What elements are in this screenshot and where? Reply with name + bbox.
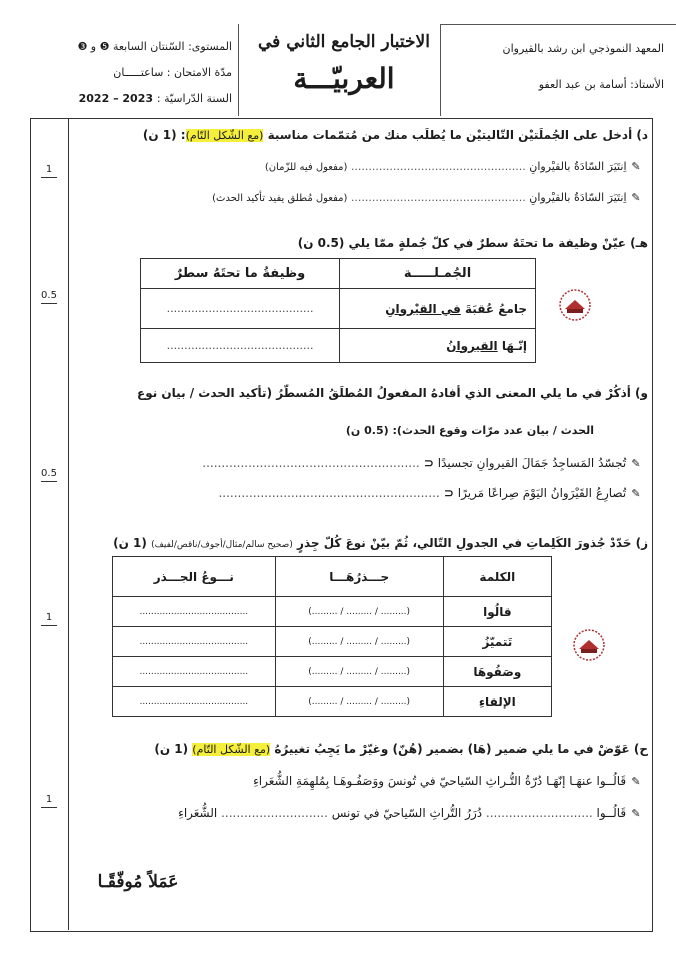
root-answer[interactable]: (......... / ......... / .........) <box>275 657 443 687</box>
level-label: المستوى: السّنتان السابعة <box>112 40 232 53</box>
table-row: إنّـهَا القيروانُ <box>340 329 536 363</box>
question-w-line-2: ✎ تُصارِعُ القَيْرَوانُ اليَوْمَ صِراعًا مَريرًا ⊂ .......................................................... <box>218 486 641 500</box>
year-label: السنة الدّراسيّة : <box>156 92 232 105</box>
exam-header <box>0 0 676 118</box>
table-row: جامعُ عُقبَةَ في القيْروانِ <box>340 289 536 329</box>
table-row-word: وصَفُوهَا <box>443 657 551 687</box>
question-w-title-2: الحدث / بيان عدد مرّات وقوع الحدث): (0.5 ن) <box>345 424 594 437</box>
question-w-title: و) أذكُرْ في ما يلي المعنى الذي أفادهُ المفعولُ المُطلَقُ المُسطّرُ (تأكيد الحدث / بيان نوع <box>137 386 648 400</box>
score-w: 0.5 <box>30 468 68 484</box>
pencil-icon: ✎ <box>631 191 641 204</box>
type-answer[interactable]: ...................................... <box>113 597 276 627</box>
question-d-line-1: ✎ اِنتَيَرَ السّادَةُ بالقيْروانِ .................................................. (مفعول فيه للزّمان) <box>264 160 641 173</box>
teacher-name: الأستاذ: أسامة بن عبد العفو <box>538 78 664 91</box>
question-z-title: ز) حَدّدْ جُذورَ الكَلِماتِ في الجدولِ التّالي، ثُمّ بيّنْ نوعَ كُلّ جِذرٍ (صحيح سالم/مثال/أجوف/ناقص/لفيف) (1 ن) <box>113 536 648 550</box>
col-root-type: نـــوعُ الجـــذر <box>113 557 276 597</box>
table-row-word: تَتميّزُ <box>443 627 551 657</box>
pencil-icon: ✎ <box>631 775 641 788</box>
school-logo-icon <box>572 628 606 662</box>
answer-cell[interactable]: .......................................... <box>141 289 340 329</box>
question-h2-line-2: ✎ قَالُــوا ............................ دُرَرُ التُّراثِ السّياحيّ في تونس ............................ الشُّعَراءِ <box>178 806 641 820</box>
question-d-points: : (1 ن) <box>142 128 186 142</box>
question-d-note: (مع الشّكل التّام) <box>185 129 264 142</box>
exam-duration: مدّة الامتحان : ساعتـــــان <box>113 66 232 79</box>
type-answer[interactable]: ...................................... <box>113 627 276 657</box>
pencil-icon: ✎ <box>631 457 641 470</box>
pencil-icon: ✎ <box>631 807 641 820</box>
score-z: 1 <box>30 612 68 628</box>
school-logo-icon <box>558 288 592 322</box>
question-h2-note: (مع الشّكل التّام) <box>192 743 271 756</box>
col-word: الكلمة <box>443 557 551 597</box>
table-row-word: قالُوا <box>443 597 551 627</box>
root-answer[interactable]: (......... / ......... / .........) <box>275 627 443 657</box>
year-value: 2023 – 2022 <box>78 92 154 105</box>
closing-wish: عَمَلاً مُوفّقًـا <box>97 872 179 892</box>
roots-table <box>112 556 552 717</box>
col-sentence: الجُمـلـــــة <box>340 259 536 289</box>
pencil-icon: ✎ <box>631 487 641 500</box>
question-d-line-2: ✎ اِنتَيَرَ السّادَةُ بالقيْروانِ .................................................. (مفعول مُطلق يفيد تأكيد الحدث) <box>212 191 641 204</box>
school-name: المعهد النموذجي ابن رشد بالقيروان <box>502 42 664 55</box>
level-numbers: ❺ و ❸ <box>77 40 110 53</box>
pencil-icon: ✎ <box>631 160 641 173</box>
question-h2-title: ح) عَوّضْ في ما يلي ضمير (هَا) بضمير (هُنّ) وغيّرْ ما يَجِبُ تغييرُهُ (مع الشّكل التّام) (1 ن) <box>154 742 648 756</box>
table-row-word: الإلقاءِ <box>443 687 551 717</box>
exam-title: الاختبار الجامع الثاني في <box>258 32 430 52</box>
col-function: وظيفةُ ما تحتَهُ سطرٌ <box>141 259 340 289</box>
answer-cell[interactable]: .......................................... <box>141 329 340 363</box>
score-d: 1 <box>30 164 68 180</box>
root-answer[interactable]: (......... / ......... / .........) <box>275 687 443 717</box>
function-table <box>140 258 536 363</box>
col-root: جـــذرُهَـــا <box>275 557 443 597</box>
score-h2: 1 <box>30 794 68 810</box>
root-answer[interactable]: (......... / ......... / .........) <box>275 597 443 627</box>
school-year <box>46 88 232 110</box>
subject-title: العربيّـــة <box>293 62 395 95</box>
question-d-title: د) أدخل على الجُملَتيْن التّاليتيْن ما يُطلَب منك من مُتمّمات مناسبة (مع الشّكل التّام): (1 ن) <box>142 128 648 142</box>
type-answer[interactable]: ...................................... <box>113 687 276 717</box>
question-w-line-1: ✎ تُجسّدُ المَساجِدُ جَمَالَ القيروانِ تجسيدًا ⊂ ......................................................... <box>202 456 641 470</box>
question-h-title: هـ) عيّنْ وظيفة ما تحتَهُ سطرٌ في كلّ جُملةٍ ممّا يلي (0.5 ن) <box>297 236 648 250</box>
question-h2-line-1: ✎ قَالُــوا عنهَـا إنّهَـا دُرّةُ التُّـراثِ السّياحيّ في تُونسَ ووَصَفُـوهَـا بِمُلهِمَةِ الشُّعَراءِ <box>253 774 641 788</box>
level-line <box>46 36 232 58</box>
type-answer[interactable]: ...................................... <box>113 657 276 687</box>
score-h: 0.5 <box>30 290 68 306</box>
